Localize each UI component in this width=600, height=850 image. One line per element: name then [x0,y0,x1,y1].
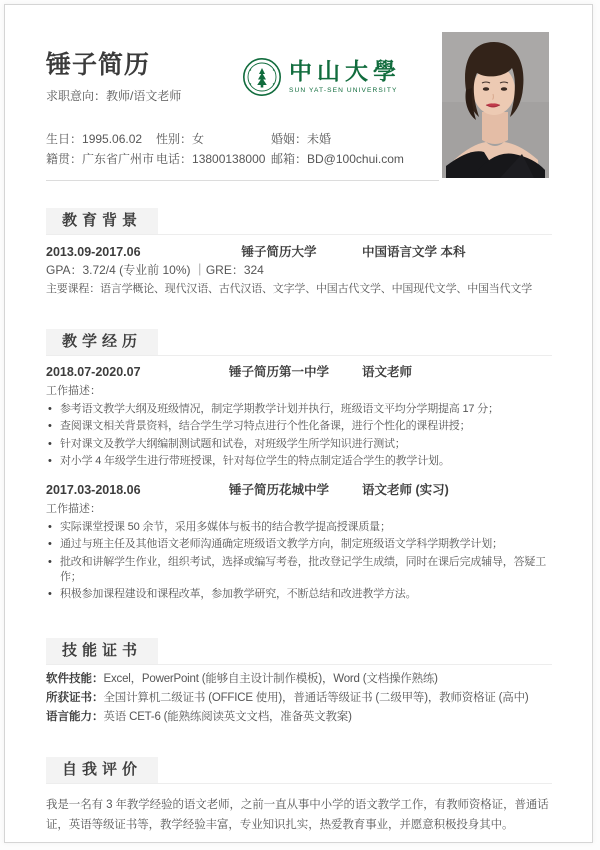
job-row [46,482,552,498]
hometown-label: 籍贯： [46,152,83,166]
profile-photo [442,32,549,178]
profile-marriage [271,132,404,146]
job-bullet-list [46,520,552,603]
section-self-evaluation [46,757,552,835]
self-eval-section-header [46,757,552,784]
university-seal-icon [242,57,282,97]
birthday-value: 1995.06.02 [82,132,143,146]
university-logo [242,57,401,97]
university-name-cn: 中山大學 [289,59,401,84]
skills-section-header [46,638,552,665]
profile-birthday [46,132,156,146]
bullet-item: • 实际课堂授课 50 余节，采用多媒体与板书的结合教学提高授课质量； [46,520,552,535]
education-school: 锤子简历大学 [241,245,317,259]
resume-title: 锤子简历 [46,51,151,79]
skill-value: 全国计算机二级证书 (OFFICE 使用)，普通话等级证书 (二级甲等)，教师资格证 (高中) [103,692,529,704]
birthday-label: 生日： [46,132,83,146]
job-role: 语文老师 (实习) [362,483,449,497]
phone-label: 电话： [156,152,193,166]
education-section-title: 教育背景 [46,208,158,234]
profile-gender [156,132,271,146]
profile-info [46,132,404,166]
gender-label: 性别： [156,132,193,146]
bullet-item: • 通过与班主任及其他语文老师沟通确定班级语文教学方向，制定班级语文学科学期教学计划； [46,537,552,552]
job-period: 2017.03-2018.06 [46,483,141,497]
skill-label: 软件技能： [46,673,104,685]
marriage-label: 婚姻： [271,132,308,146]
education-row [46,244,552,260]
resume-page [4,4,593,843]
section-experience [46,329,552,602]
skill-label: 语言能力： [46,711,104,723]
self-eval-text: 我是一名有 3 年教学经验的语文老师，之前一直从事中小学的语文教学工作，有教师资格证，普通话证，英语等级证书等，教学经验丰富，专业知识扎实，热爱教育事业，并愿意积极投身其中。 [46,799,549,831]
university-name-en: SUN YAT-SEN UNIVERSITY [289,87,398,94]
job-period: 2018.07-2020.07 [46,365,141,379]
experience-section-title: 教学经历 [46,329,158,355]
skill-value: 英语 CET-6 (能熟练阅读英文文档，准备英文教案) [103,711,352,723]
bullet-item: • 积极参加课程建设和课程改革，参加教学研究，不断总结和改进教学方法。 [46,587,552,602]
header-divider [46,180,439,181]
gender-value: 女 [192,132,205,146]
bullet-item: • 针对课文及教学大纲编制测试题和试卷，对班级学生所学知识进行测试； [46,437,552,452]
bullet-item: • 对小学 4 年级学生进行带班授课，针对每位学生的特点制定适合学生的教学计划。 [46,454,552,469]
education-major-degree: 中国语言文学 本科 [362,245,466,259]
job-desc-label: 工作描述： [46,503,101,515]
bullet-item: • 批改和讲解学生作业，组织考试，选择或编写考卷，批改登记学生成绩，同时在课后完成辅导，答疑工作； [46,555,552,585]
resume-header [5,5,592,181]
skills-section-title: 技能证书 [46,638,158,664]
profile-phone [156,152,271,166]
profile-hometown [46,152,156,166]
job-desc-label: 工作描述： [46,385,101,397]
job-intention: 求职意向：教师/语文老师 [46,89,182,103]
email-value[interactable]: BD@100chui.com [307,152,404,166]
experience-job [46,482,552,602]
university-logo-text [289,60,401,94]
education-courses-line: 主要课程：语言学概论、现代汉语、古代汉语、文字学、中国古代文学、中国现代文学、中国当代文学 [46,283,532,295]
section-education [46,208,552,297]
skill-value: Excel，PowerPoint (能够自主设计制作模板)，Word (文档操作熟练) [103,673,438,685]
bullet-item: • 查阅课文相关背景资料，结合学生学习特点进行个性化备课，进行个性化的课程讲授； [46,419,552,434]
job-row [46,364,552,380]
job-role: 语文老师 [362,365,413,379]
marriage-value: 未婚 [307,132,332,146]
bullet-item: • 参考语文教学大纲及班级情况，制定学期教学计划并执行，班级语文平均分学期提高 17 分； [46,402,552,417]
experience-section-header [46,329,552,356]
job-company: 锤子简历第一中学 [228,365,329,379]
skill-line [46,672,552,687]
skill-line [46,691,552,706]
hometown-value: 广东省广州市 [82,152,155,166]
job-bullet-list [46,402,552,470]
email-label: 邮箱： [271,152,308,166]
experience-job [46,364,552,469]
job-company: 锤子简历花城中学 [228,483,329,497]
education-section-header [46,208,552,235]
profile-email [271,152,404,166]
skill-label: 所获证书： [46,692,104,704]
education-gpa-line: GPA：3.72/4 (专业前 10%) ｜GRE：324 [46,263,264,277]
education-period: 2013.09-2017.06 [46,245,141,259]
skill-line [46,710,552,725]
phone-value: 13800138000 [192,152,266,166]
section-skills [46,638,552,725]
self-eval-section-title: 自我评价 [46,757,158,783]
